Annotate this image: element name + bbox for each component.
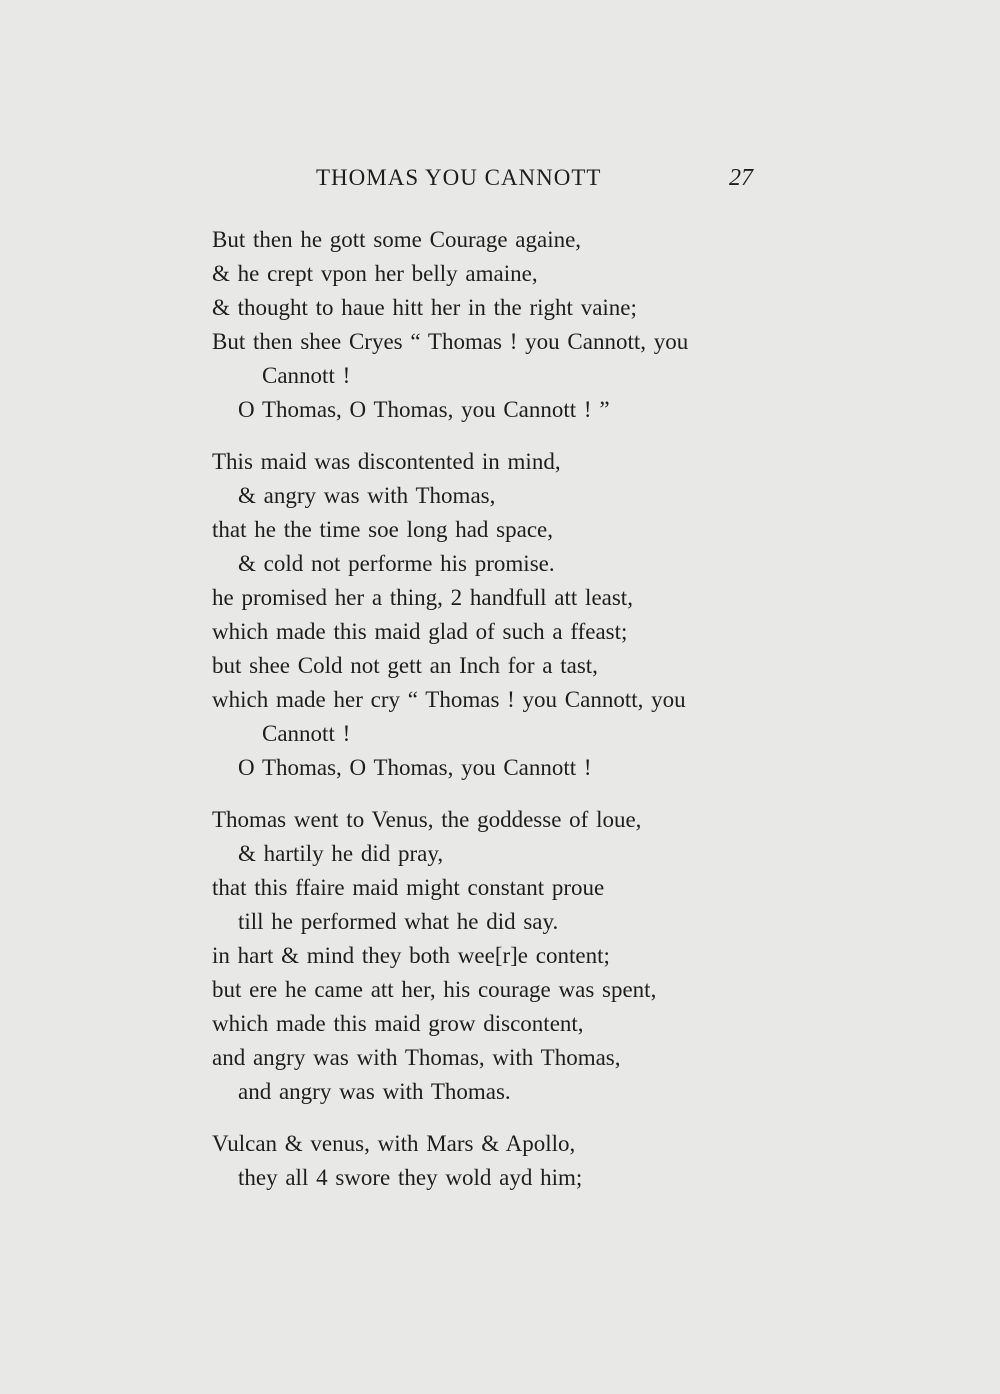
page-number: 27 (729, 165, 753, 191)
poem-line: which made her cry “ Thomas ! you Cannott, you (212, 687, 686, 712)
poem-line: Vulcan & venus, with Mars & Apollo, (212, 1131, 576, 1156)
poem-line: he promised her a thing, 2 handfull att least, (212, 585, 633, 610)
poem-line: and angry was with Thomas, with Thomas, (212, 1045, 621, 1070)
poem-line: that this ffaire maid might constant proue (212, 875, 605, 900)
poem-text (212, 223, 772, 1195)
poem-line: & he crept vpon her belly amaine, (212, 261, 538, 286)
poem-line: But then shee Cryes “ Thomas ! you Cannott, you (212, 329, 689, 354)
poem-line: & thought to haue hitt her in the right vaine; (212, 295, 637, 320)
poem-line: But then he gott some Courage againe, (212, 227, 582, 252)
poem-line: but ere he came att her, his courage was spent, (212, 977, 657, 1002)
poem-line: which made this maid glad of such a ffeast; (212, 619, 628, 644)
poem-line: & angry was with Thomas, (238, 483, 496, 508)
poem-line: O Thomas, O Thomas, you Cannott ! (238, 755, 592, 780)
poem-line: which made this maid grow discontent, (212, 1011, 584, 1036)
poem-line: in hart & mind they both wee[r]e content; (212, 943, 610, 968)
poem-line: Cannott ! (262, 363, 351, 388)
poem-line: Thomas went to Venus, the goddesse of loue, (212, 807, 642, 832)
stanza-break (212, 785, 772, 803)
poem-line: they all 4 swore they wold ayd him; (238, 1165, 583, 1190)
stanza-break (212, 1109, 772, 1127)
poem-line: O Thomas, O Thomas, you Cannott ! ” (238, 397, 610, 422)
poem-line: & cold not performe his promise. (238, 551, 555, 576)
poem-line: that he the time soe long had space, (212, 517, 554, 542)
running-title: THOMAS YOU CANNOTT (316, 165, 602, 190)
stanza-break (212, 427, 772, 445)
poem-line: This maid was discontented in mind, (212, 449, 561, 474)
poem-line: but shee Cold not gett an Inch for a tast, (212, 653, 598, 678)
poem-line: & hartily he did pray, (238, 841, 444, 866)
poem-line: till he performed what he did say. (238, 909, 559, 934)
poem-line: and angry was with Thomas. (238, 1079, 511, 1104)
poem-line: Cannott ! (262, 721, 351, 746)
